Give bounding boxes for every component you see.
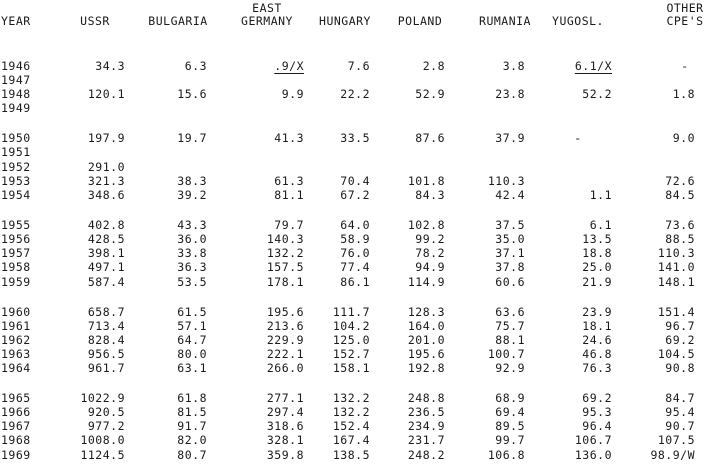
value-cell-other_cpes: 141.0 bbox=[657, 260, 695, 274]
value-cell-rumania: 75.7 bbox=[495, 319, 525, 333]
value-cell-yugosl: 95.3 bbox=[582, 405, 612, 419]
value-cell-rumania: 68.9 bbox=[495, 391, 525, 405]
value-cell-other_cpes: 90.7 bbox=[665, 419, 695, 433]
value-cell-hungary: 77.4 bbox=[340, 260, 370, 274]
value-cell-east_germany: 41.3 bbox=[274, 131, 304, 145]
value-cell-ussr: 658.7 bbox=[87, 305, 125, 319]
table-row bbox=[0, 392, 709, 405]
value-cell-hungary: 76.0 bbox=[340, 246, 370, 260]
value-cell-other_cpes: 98.9/W bbox=[650, 448, 695, 462]
value-cell-other_cpes: 104.5 bbox=[657, 347, 695, 361]
value-cell-ussr: 402.8 bbox=[87, 218, 125, 232]
value-cell-east_germany: 140.3 bbox=[266, 232, 304, 246]
value-cell-bulgaria: 38.3 bbox=[177, 174, 207, 188]
value-cell-other_cpes: 90.8 bbox=[665, 361, 695, 375]
column-header-ussr bbox=[55, 2, 135, 28]
value-cell-poland: 201.0 bbox=[407, 333, 445, 347]
column-header-east_germany bbox=[227, 2, 307, 28]
year-cell: 1946 bbox=[1, 59, 31, 73]
value-cell-bulgaria: 19.7 bbox=[177, 131, 207, 145]
value-cell-rumania: 3.8 bbox=[502, 59, 525, 73]
column-header-hungary bbox=[305, 2, 385, 28]
year-cell: 1949 bbox=[1, 101, 31, 115]
value-cell-other_cpes: 1.8 bbox=[672, 87, 695, 101]
value-cell-hungary: 152.4 bbox=[332, 419, 370, 433]
value-cell-poland: 128.3 bbox=[407, 305, 445, 319]
value-cell-other_cpes: 95.4 bbox=[665, 405, 695, 419]
value-cell-rumania: 110.3 bbox=[487, 174, 525, 188]
table-row bbox=[0, 132, 709, 145]
table-row bbox=[0, 74, 709, 87]
table-row bbox=[0, 88, 709, 101]
value-cell-ussr: 348.6 bbox=[87, 188, 125, 202]
table-row bbox=[0, 306, 709, 319]
column-header-rumania bbox=[465, 2, 545, 28]
value-cell-east_germany: 178.1 bbox=[266, 275, 304, 289]
year-cell: 1968 bbox=[1, 433, 31, 447]
year-cell: 1947 bbox=[1, 73, 31, 87]
value-cell-east_germany: 297.4 bbox=[266, 405, 304, 419]
value-cell-yugosl: 18.1 bbox=[582, 319, 612, 333]
value-cell-ussr: 587.4 bbox=[87, 275, 125, 289]
value-cell-other_cpes: 73.6 bbox=[665, 218, 695, 232]
year-cell: 1957 bbox=[1, 246, 31, 260]
column-header-line2: BULGARIA bbox=[148, 14, 208, 28]
value-cell-ussr: 828.4 bbox=[87, 333, 125, 347]
year-cell: 1963 bbox=[1, 347, 31, 361]
value-cell-bulgaria: 81.5 bbox=[177, 405, 207, 419]
table-row bbox=[0, 449, 709, 462]
table-row bbox=[0, 189, 709, 202]
year-cell: 1955 bbox=[1, 218, 31, 232]
column-header-line2: CPE'S bbox=[666, 14, 704, 28]
value-cell-yugosl: 6.1 bbox=[589, 218, 612, 232]
value-cell-bulgaria: 91.7 bbox=[177, 419, 207, 433]
value-cell-other_cpes: 107.5 bbox=[657, 433, 695, 447]
table-row bbox=[0, 334, 709, 347]
value-cell-east_germany: 81.1 bbox=[274, 188, 304, 202]
table-row bbox=[0, 247, 709, 260]
value-cell-poland: 99.2 bbox=[415, 232, 445, 246]
year-cell: 1951 bbox=[1, 145, 31, 159]
value-cell-yugosl: 23.9 bbox=[582, 305, 612, 319]
value-cell-hungary: 22.2 bbox=[340, 87, 370, 101]
value-cell-rumania: 89.5 bbox=[495, 419, 525, 433]
year-cell: 1954 bbox=[1, 188, 31, 202]
value-cell-other_cpes: - bbox=[681, 59, 689, 73]
year-cell: 1952 bbox=[1, 160, 31, 174]
value-cell-rumania: 63.6 bbox=[495, 305, 525, 319]
value-cell-poland: 114.9 bbox=[407, 275, 445, 289]
value-cell-ussr: 977.2 bbox=[87, 419, 125, 433]
year-cell: 1958 bbox=[1, 260, 31, 274]
value-cell-ussr: 961.7 bbox=[87, 361, 125, 375]
column-header-bulgaria bbox=[138, 2, 218, 28]
value-cell-bulgaria: 53.5 bbox=[177, 275, 207, 289]
table-row bbox=[0, 233, 709, 246]
value-cell-ussr: 34.3 bbox=[95, 59, 125, 73]
value-cell-rumania: 100.7 bbox=[487, 347, 525, 361]
column-header-line1: OTHER bbox=[666, 1, 704, 15]
value-cell-hungary: 138.5 bbox=[332, 448, 370, 462]
value-cell-poland: 248.2 bbox=[407, 448, 445, 462]
column-header-line2: USSR bbox=[80, 14, 110, 28]
year-cell: 1953 bbox=[1, 174, 31, 188]
value-cell-bulgaria: 57.1 bbox=[177, 319, 207, 333]
table-row bbox=[0, 348, 709, 361]
value-cell-rumania: 92.9 bbox=[495, 361, 525, 375]
year-cell: 1961 bbox=[1, 319, 31, 333]
value-cell-east_germany: 157.5 bbox=[266, 260, 304, 274]
column-header-poland bbox=[380, 2, 460, 28]
table-row bbox=[0, 420, 709, 433]
value-cell-rumania: 69.4 bbox=[495, 405, 525, 419]
value-cell-yugosl: 13.5 bbox=[582, 232, 612, 246]
value-cell-other_cpes: 110.3 bbox=[657, 246, 695, 260]
value-cell-poland: 52.9 bbox=[415, 87, 445, 101]
value-cell-bulgaria: 33.8 bbox=[177, 246, 207, 260]
year-cell: 1948 bbox=[1, 87, 31, 101]
column-header-line2: HUNGARY bbox=[319, 14, 371, 28]
value-cell-hungary: 152.7 bbox=[332, 347, 370, 361]
value-cell-east_germany: 79.7 bbox=[274, 218, 304, 232]
value-cell-bulgaria: 39.2 bbox=[177, 188, 207, 202]
column-header-line2: POLAND bbox=[397, 14, 443, 28]
value-cell-hungary: 7.6 bbox=[347, 59, 370, 73]
value-cell-other_cpes: 96.7 bbox=[665, 319, 695, 333]
table-row bbox=[0, 434, 709, 447]
value-cell-yugosl: 46.8 bbox=[582, 347, 612, 361]
value-cell-east_germany: 195.6 bbox=[266, 305, 304, 319]
value-cell-poland: 84.3 bbox=[415, 188, 445, 202]
value-cell-poland: 101.8 bbox=[407, 174, 445, 188]
value-cell-bulgaria: 43.3 bbox=[177, 218, 207, 232]
value-cell-rumania: 88.1 bbox=[495, 333, 525, 347]
value-cell-ussr: 197.9 bbox=[87, 131, 125, 145]
column-header-year bbox=[1, 2, 31, 28]
value-cell-poland: 195.6 bbox=[407, 347, 445, 361]
value-cell-poland: 231.7 bbox=[407, 433, 445, 447]
value-cell-east_germany: 61.3 bbox=[274, 174, 304, 188]
value-cell-yugosl: 21.9 bbox=[582, 275, 612, 289]
table-row bbox=[0, 219, 709, 232]
table-row bbox=[0, 146, 709, 159]
value-cell-other_cpes: 9.0 bbox=[672, 131, 695, 145]
value-cell-ussr: 1022.9 bbox=[80, 391, 125, 405]
value-cell-ussr: 956.5 bbox=[87, 347, 125, 361]
value-cell-poland: 78.2 bbox=[415, 246, 445, 260]
table-row bbox=[0, 161, 709, 174]
value-cell-yugosl: 1.1 bbox=[589, 188, 612, 202]
value-cell-ussr: 1124.5 bbox=[80, 448, 125, 462]
value-cell-other_cpes: 84.5 bbox=[665, 188, 695, 202]
value-cell-east_germany: 328.1 bbox=[266, 433, 304, 447]
value-cell-hungary: 132.2 bbox=[332, 405, 370, 419]
value-cell-bulgaria: 64.7 bbox=[177, 333, 207, 347]
value-cell-east_germany: 229.9 bbox=[266, 333, 304, 347]
value-cell-other_cpes: 69.2 bbox=[665, 333, 695, 347]
value-cell-ussr: 713.4 bbox=[87, 319, 125, 333]
year-cell: 1962 bbox=[1, 333, 31, 347]
value-cell-ussr: 321.3 bbox=[87, 174, 125, 188]
column-header-line2: YUGOSL. bbox=[552, 14, 604, 28]
value-cell-east_germany: 213.6 bbox=[266, 319, 304, 333]
value-cell-ussr: 120.1 bbox=[87, 87, 125, 101]
value-cell-bulgaria: 6.3 bbox=[184, 59, 207, 73]
value-cell-rumania: 35.0 bbox=[495, 232, 525, 246]
value-cell-yugosl: 69.2 bbox=[582, 391, 612, 405]
value-cell-bulgaria: 63.1 bbox=[177, 361, 207, 375]
value-cell-poland: 248.8 bbox=[407, 391, 445, 405]
table-row bbox=[0, 175, 709, 188]
value-cell-east_germany: 266.0 bbox=[266, 361, 304, 375]
table-row bbox=[0, 362, 709, 375]
value-cell-hungary: 67.2 bbox=[340, 188, 370, 202]
value-cell-hungary: 132.2 bbox=[332, 391, 370, 405]
value-cell-hungary: 104.2 bbox=[332, 319, 370, 333]
column-header-line2: YEAR bbox=[1, 14, 31, 28]
column-header-other_cpes bbox=[645, 2, 709, 28]
value-cell-poland: 164.0 bbox=[407, 319, 445, 333]
value-cell-yugosl: - bbox=[574, 131, 582, 145]
value-cell-rumania: 37.8 bbox=[495, 260, 525, 274]
value-cell-yugosl: 76.3 bbox=[582, 361, 612, 375]
year-cell: 1950 bbox=[1, 131, 31, 145]
value-cell-rumania: 37.1 bbox=[495, 246, 525, 260]
value-cell-ussr: 291.0 bbox=[87, 160, 125, 174]
value-cell-other_cpes: 84.7 bbox=[665, 391, 695, 405]
value-cell-yugosl: 106.7 bbox=[574, 433, 612, 447]
value-cell-poland: 236.5 bbox=[407, 405, 445, 419]
value-cell-yugosl: 136.0 bbox=[574, 448, 612, 462]
value-cell-hungary: 70.4 bbox=[340, 174, 370, 188]
value-cell-rumania: 37.9 bbox=[495, 131, 525, 145]
year-cell: 1966 bbox=[1, 405, 31, 419]
value-cell-bulgaria: 80.7 bbox=[177, 448, 207, 462]
value-cell-hungary: 158.1 bbox=[332, 361, 370, 375]
table-row bbox=[0, 320, 709, 333]
value-cell-yugosl: 6.1/X bbox=[574, 59, 612, 73]
value-cell-rumania: 60.6 bbox=[495, 275, 525, 289]
value-cell-hungary: 64.0 bbox=[340, 218, 370, 232]
value-cell-east_germany: 222.1 bbox=[266, 347, 304, 361]
value-cell-hungary: 167.4 bbox=[332, 433, 370, 447]
year-cell: 1965 bbox=[1, 391, 31, 405]
value-cell-yugosl: 24.6 bbox=[582, 333, 612, 347]
value-cell-east_germany: 359.8 bbox=[266, 448, 304, 462]
value-cell-other_cpes: 148.1 bbox=[657, 275, 695, 289]
value-cell-other_cpes: 88.5 bbox=[665, 232, 695, 246]
value-cell-poland: 2.8 bbox=[422, 59, 445, 73]
value-cell-bulgaria: 36.3 bbox=[177, 260, 207, 274]
value-cell-bulgaria: 61.5 bbox=[177, 305, 207, 319]
value-cell-east_germany: 318.6 bbox=[266, 419, 304, 433]
value-cell-poland: 192.8 bbox=[407, 361, 445, 375]
value-cell-hungary: 111.7 bbox=[332, 305, 370, 319]
year-cell: 1960 bbox=[1, 305, 31, 319]
value-cell-east_germany: 132.2 bbox=[266, 246, 304, 260]
value-cell-east_germany: 9.9 bbox=[281, 87, 304, 101]
year-cell: 1964 bbox=[1, 361, 31, 375]
table-row bbox=[0, 60, 709, 73]
value-cell-east_germany: 277.1 bbox=[266, 391, 304, 405]
value-cell-other_cpes: 72.6 bbox=[665, 174, 695, 188]
column-header-yugosl bbox=[538, 2, 618, 28]
value-cell-hungary: 125.0 bbox=[332, 333, 370, 347]
value-cell-bulgaria: 80.0 bbox=[177, 347, 207, 361]
value-cell-poland: 94.9 bbox=[415, 260, 445, 274]
value-cell-east_germany: .9/X bbox=[274, 59, 304, 73]
value-cell-ussr: 920.5 bbox=[87, 405, 125, 419]
value-cell-ussr: 1008.0 bbox=[80, 433, 125, 447]
value-cell-yugosl: 96.4 bbox=[582, 419, 612, 433]
value-cell-bulgaria: 61.8 bbox=[177, 391, 207, 405]
value-cell-poland: 87.6 bbox=[415, 131, 445, 145]
year-cell: 1956 bbox=[1, 232, 31, 246]
year-cell: 1959 bbox=[1, 275, 31, 289]
value-cell-bulgaria: 82.0 bbox=[177, 433, 207, 447]
column-header-line1: EAST bbox=[252, 1, 282, 15]
value-cell-rumania: 37.5 bbox=[495, 218, 525, 232]
year-cell: 1969 bbox=[1, 448, 31, 462]
value-cell-bulgaria: 15.6 bbox=[177, 87, 207, 101]
value-cell-rumania: 99.7 bbox=[495, 433, 525, 447]
value-cell-yugosl: 52.2 bbox=[582, 87, 612, 101]
year-cell: 1967 bbox=[1, 419, 31, 433]
value-cell-bulgaria: 36.0 bbox=[177, 232, 207, 246]
value-cell-rumania: 106.8 bbox=[487, 448, 525, 462]
table-row bbox=[0, 406, 709, 419]
column-header-line2: GERMANY bbox=[241, 14, 293, 28]
value-cell-yugosl: 18.8 bbox=[582, 246, 612, 260]
value-cell-rumania: 23.8 bbox=[495, 87, 525, 101]
value-cell-hungary: 86.1 bbox=[340, 275, 370, 289]
value-cell-poland: 102.8 bbox=[407, 218, 445, 232]
value-cell-ussr: 398.1 bbox=[87, 246, 125, 260]
value-cell-hungary: 58.9 bbox=[340, 232, 370, 246]
column-header-line2: RUMANIA bbox=[479, 14, 531, 28]
table-row bbox=[0, 261, 709, 274]
value-cell-ussr: 428.5 bbox=[87, 232, 125, 246]
value-cell-poland: 234.9 bbox=[407, 419, 445, 433]
value-cell-hungary: 33.5 bbox=[340, 131, 370, 145]
value-cell-ussr: 497.1 bbox=[87, 260, 125, 274]
value-cell-other_cpes: 151.4 bbox=[657, 305, 695, 319]
table-row bbox=[0, 102, 709, 115]
value-cell-yugosl: 25.0 bbox=[582, 260, 612, 274]
value-cell-rumania: 42.4 bbox=[495, 188, 525, 202]
table-row bbox=[0, 276, 709, 289]
